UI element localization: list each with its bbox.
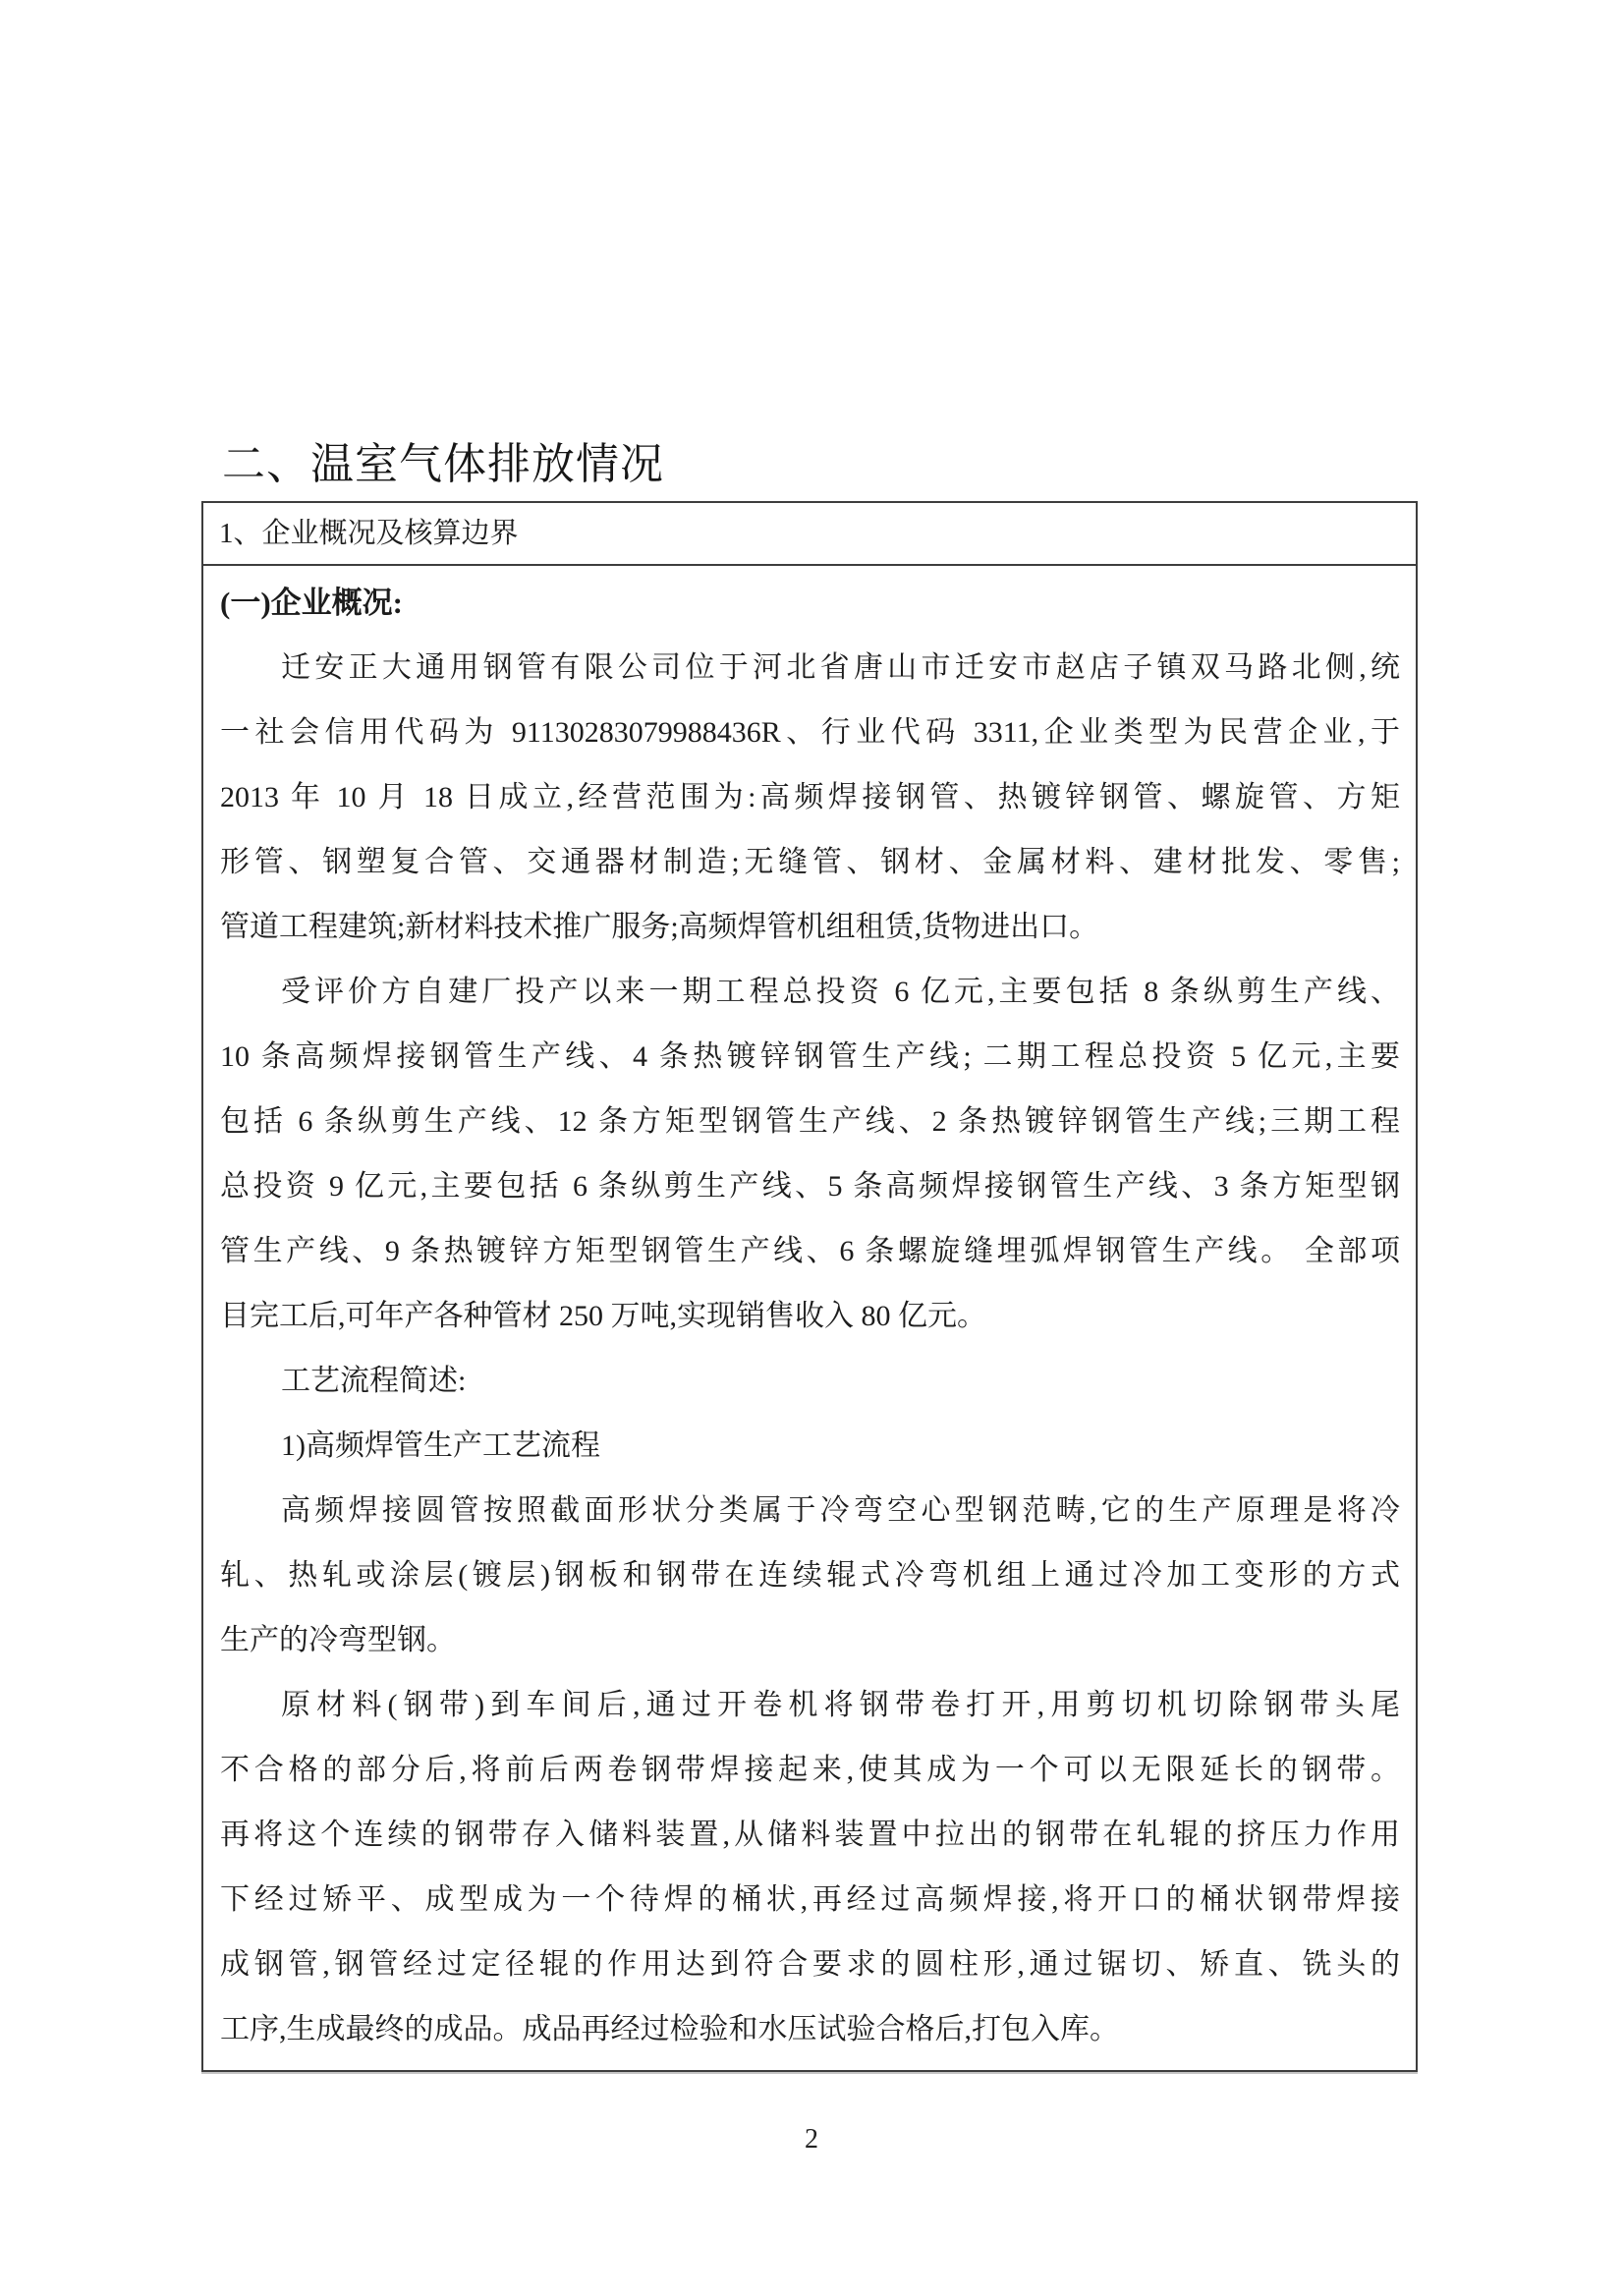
paragraph-line: 一社会信用代码为 91130283079988436R、行业代码 3311,企业类型为民营企业,于	[220, 716, 1400, 749]
paragraph	[220, 1479, 1400, 1673]
table-body-cell	[203, 566, 1416, 2070]
paragraph-line: 再将这个连续的钢带存入储料装置,从储料装置中拉出的钢带在轧辊的挤压力作用	[220, 1819, 1400, 1851]
paragraph-line: 2013 年 10 月 18 日成立,经营范围为:高频焊接钢管、热镀锌钢管、螺旋管、方矩	[220, 781, 1400, 813]
paragraph-line: 总投资 9 亿元,主要包括 6 条纵剪生产线、5 条高频焊接钢管生产线、3 条方矩型钢	[220, 1170, 1400, 1203]
paragraph-line: 工艺流程简述:	[281, 1365, 467, 1397]
paragraph-line: 受评价方自建厂投产以来一期工程总投资 6 亿元,主要包括 8 条纵剪生产线、	[281, 976, 1400, 1008]
paragraph-line: 管道工程建筑;新材料技术推广服务;高频焊管机组租赁,货物进出口。	[220, 911, 1099, 943]
paragraph-line: 迁安正大通用钢管有限公司位于河北省唐山市迁安市赵店子镇双马路北侧,统	[281, 651, 1400, 684]
paragraph-line: 目完工后,可年产各种管材 250 万吨,实现销售收入 80 亿元。	[220, 1300, 986, 1332]
paragraph-line: 高频焊接圆管按照截面形状分类属于冷弯空心型钢范畴,它的生产原理是将冷	[281, 1494, 1400, 1527]
paragraph-line: 10 条高频焊接钢管生产线、4 条热镀锌钢管生产线; 二期工程总投资 5 亿元,主要	[220, 1040, 1400, 1073]
section-heading: (一)企业概况:	[220, 586, 403, 620]
table-section-header-row: 1、企业概况及核算边界	[203, 503, 1416, 566]
paragraph-line: 生产的冷弯型钢。	[220, 1624, 456, 1656]
paragraph-line: 1)高频焊管生产工艺流程	[281, 1429, 600, 1462]
paragraph-line: 轧、热轧或涂层(镀层)钢板和钢带在连续辊式冷弯机组上通过冷加工变形的方式	[220, 1559, 1400, 1592]
paragraph-line: 原材料(钢带)到车间后,通过开卷机将钢带卷打开,用剪切机切除钢带头尾	[281, 1689, 1400, 1721]
paragraph-line: 不合格的部分后,将前后两卷钢带焊接起来,使其成为一个可以无限延长的钢带。	[220, 1754, 1400, 1786]
paragraph-line: 下经过矫平、成型成为一个待焊的桶状,再经过高频焊接,将开口的桶状钢带焊接	[220, 1883, 1400, 1916]
paragraph-line: 管生产线、9 条热镀锌方矩型钢管生产线、6 条螺旋缝埋弧焊钢管生产线。 全部项	[220, 1235, 1400, 1267]
paragraph-line: 工序,生成最终的成品。成品再经过检验和水压试验合格后,打包入库。	[220, 2013, 1119, 2045]
enterprise-overview-table	[201, 501, 1418, 2072]
page-number: 2	[805, 2124, 818, 2155]
paragraph-line: 包括 6 条纵剪生产线、12 条方矩型钢管生产线、2 条热镀锌钢管生产线;三期工程	[220, 1105, 1400, 1138]
paragraph	[220, 636, 1400, 960]
paragraph	[220, 1349, 1400, 1414]
paragraph	[220, 1673, 1400, 2062]
paragraph-line: 成钢管,钢管经过定径辊的作用达到符合要求的圆柱形,通过锯切、矫直、铣头的	[220, 1948, 1400, 1981]
page-title: 二、温室气体排放情况	[222, 440, 664, 488]
paragraph	[220, 960, 1400, 1349]
paragraph	[220, 1414, 1400, 1479]
paragraph-line: 形管、钢塑复合管、交通器材制造;无缝管、钢材、金属材料、建材批发、零售;	[220, 846, 1400, 878]
